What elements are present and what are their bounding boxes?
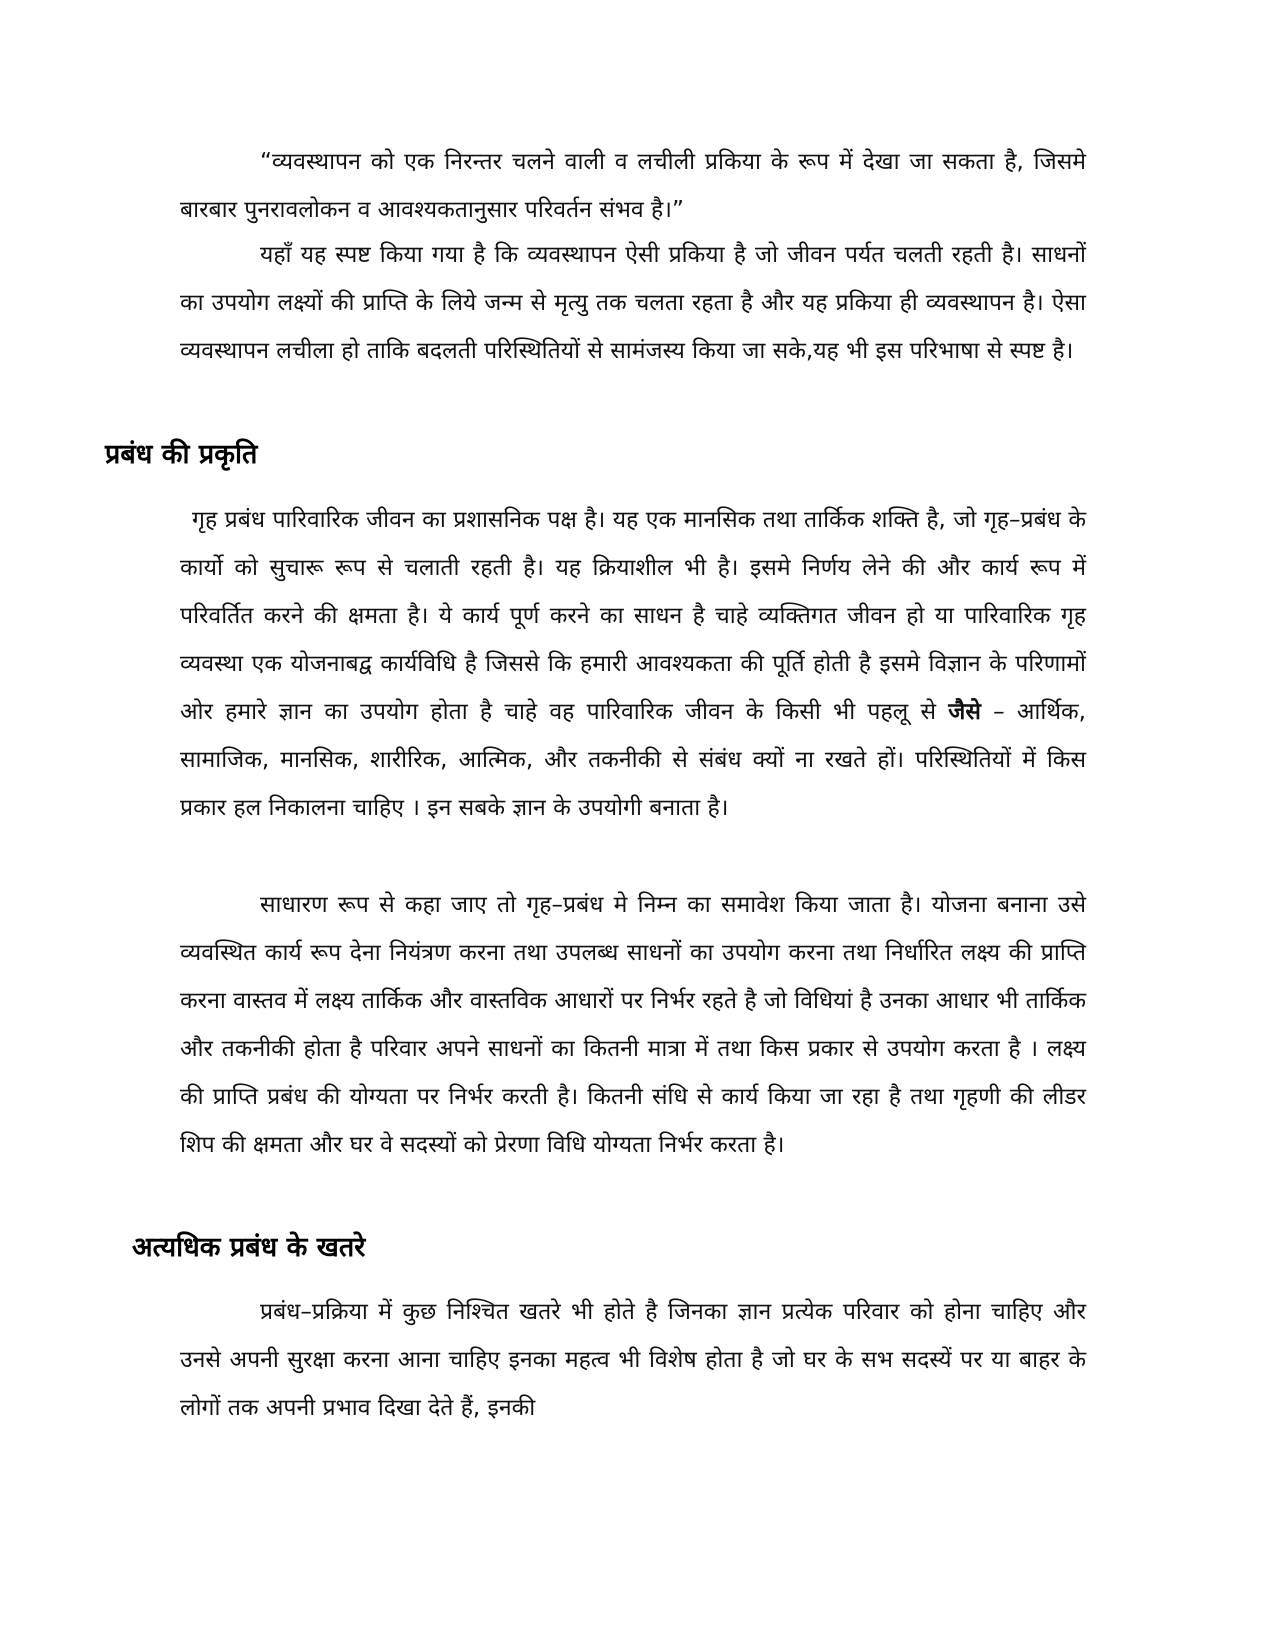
nature-paragraph-2: साधारण रूप से कहा जाए तो गृह–प्रबंध मे निम्न का समावेश किया जाता है। योजना बनाना उसे व्यवस्थित कार्य रूप देना नियंत्रण करना तथा उपलब्ध साधनों का उपयोग करना तथा निर्धारित लक्ष्य की प्राप्ति करना वास्तव में लक्ष्य तार्किक और वास्तविक आधारों पर निर्भर रहते है जो विधियां है उनका आधार भी तार्किक और तकनीकी होता है परिवार अपने साधनों का कितनी मात्रा में तथा किस प्रकार से उपयोग करता है । लक्ष्य की प्राप्ति प्रबंध की योग्यता पर निर्भर करती है। कितनी संधि से कार्य किया जा रहा है तथा गृहणी की लीडर शिप की क्षमता और घर वे सदस्यों को प्रेरणा विधि योग्यता निर्भर करता है। [180,892,1086,1158]
nature-paragraph-1-bold: जैसे [948,699,981,725]
nature-paragraph-1 [180,496,1086,832]
nature-paragraph-1-text-b: – आर्थिक, सामाजिक, मानसिक, शारीरिक, आत्मिक, और तकनीकी से संबंध क्यों ना रखते हों। परिस्थितियों में किस प्रकार हल निकालना चाहिए । इन सबके ज्ञान के उपयोगी बनाता है। [180,699,1086,821]
nature-paragraph-1-text-a: गृह प्रबंध पारिवारिक जीवन का प्रशासनिक पक्ष है। यह एक मानसिक तथा तार्किक शक्ति है, जो गृह–प्रबंध के कार्यो को सुचारू रूप से चलाती रहती है। यह क्रियाशील भी है। इसमे निर्णय लेने की और कार्य रूप में परिवर्तित करने की क्षमता है। ये कार्य पूर्ण करने का साधन है चाहे व्यक्तिगत जीवन हो या पारिवारिक गृह व्यवस्था एक योजनाबद्व कार्यविधि है जिससे कि हमारी आवश्यकता की पूर्ति होती है इसमे विज्ञान के परिणामों ओर हमारे ज्ञान का उपयोग होता है चाहे वह पारिवारिक जीवन के किसी भी पहलू से [180,507,1086,725]
definition-quote: “व्यवस्थापन को एक निरन्तर चलने वाली व लचीली प्रकिया के रूप में देखा जा सकता है, जिसमे बारबार पुनरावलोकन व आवश्यकतानुसार परिवर्तन संभव है।” [180,149,1086,223]
dangers-paragraph-1: प्रबंध–प्रक्रिया में कुछ निश्चित खतरे भी होते है जिनका ज्ञान प्रत्येक परिवार को होना चाहिए और उनसे अपनी सुरक्षा करना आना चाहिए इनका महत्व भी विशेष होता है जो घर के सभ सदस्यें पर या बाहर के लोगों तक अपनी प्रभाव दिखा देते हैं, इनकी [180,1299,1086,1421]
heading-dangers-of-management: अत्यधिक प्रबंध के खतरे [132,1232,366,1263]
definition-explanation: यहाँ यह स्पष्ट किया गया है कि व्यवस्थापन ऐसी प्रकिया है जो जीवन पर्यत चलती रहती है। साधनों का उपयोग लक्ष्यों की प्राप्ति के लिये जन्म से मृत्यु तक चलता रहता है और यह प्रकिया ही व्यवस्थापन है। ऐसा व्यवस्थापन लचीला हो ताकि बदलती परिस्थितियों से सामंजस्य किया जा सके,यह भी इस परिभाषा से स्पष्ट है। [180,242,1086,364]
heading-nature-of-management: प्रबंध की प्रकृति [105,439,258,470]
